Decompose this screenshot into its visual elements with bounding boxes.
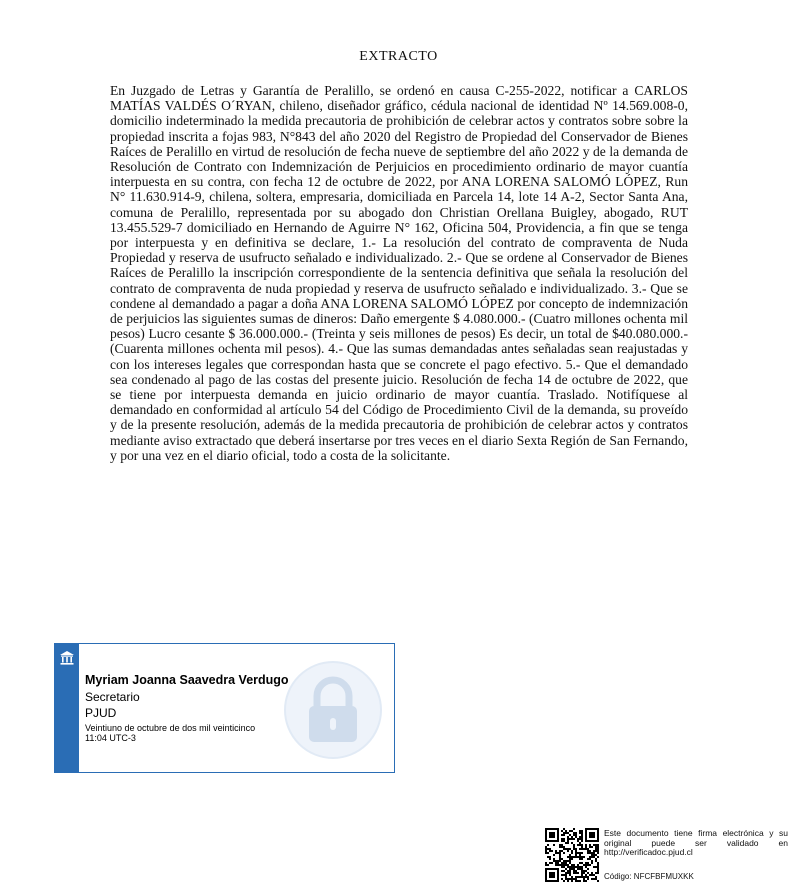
document-body: En Juzgado de Letras y Garantía de Peralillo, se ordenó en causa C-255-2022, notificar a CARLOS MATÍAS VALDÉS O´RYAN, chileno, diseñador gráfico, cédula nacional de identidad Nº 14.569.008-0, domicilio indeterminado la medida precautoria de prohibición de celebrar actos y contratos sobre sobre la propiedad inscrita a fojas 983, N°843 del año 2020 del Registro de Propiedad del Conservador de Bienes Raíces de Peralillo en virtud de resolución de fecha nueve de septiembre del año 2022 y de la demanda de Resolución de Contrato con Indemnización de Perjuicios en procedimiento ordinario de mayor cuantía interpuesta en su contra, con fecha 12 de octubre de 2022, por ANA LORENA SALOMÓ LÓPEZ, Run N° 11.630.914-9, chilena, soltera, empresaria, domiciliada en Parcela 14, lote 14 A-2, Sector Santa Ana, comuna de Peralillo, representada por su abogado don Christian Orellana Buigley, abogado, RUT 13.455.529-7 domiciliado en Hernando de Aguirre N° 162, Oficina 504, Providencia, a fin que se tenga por interpuesta y en definitiva se declare, 1.- La resolución del contrato de compraventa de Nuda Propiedad y reserva de usufructo señalado e individualizado. 2.- Que se ordene al Conservador de Bienes Raíces de Peralillo la inscripción correspondiente de la sentencia definitiva que señala la resolución del contrato de compraventa de nuda propiedad y reserva de usufructo señalado e individualizado. 3.- Que se condene al demandado a pagar a doña ANA LORENA SALOMÓ LÓPEZ por concepto de indemnización de perjuicios las siguientes sumas de dineros: Daño emergente $ 4.080.000.- (Cuatro millones ochenta mil pesos) Lucro cesante $ 36.000.000.- (Treinta y seis millones de pesos) Es decir, un total de $40.080.000.- (Cuarenta millones ochenta mil pesos). 4.- Que las sumas demandadas antes señaladas sean reajustadas y con los intereses legales que correspondan hasta que se concrete el pago efectivo. 5.- Que el demandado sea condenado al pago de las costas del presente juicio. Resolución de fecha 14 de octubre de 2022, que se tiene por interpuesta demanda en juicio ordinario de mayor cuantía. Traslado. Notifíquese al demandado en conformidad al artículo 54 del Código de Procedimiento Civil de la demanda, su proveído y de la presente resolución, además de la medida precautoria de prohibición de celebrar actos y contratos mediante aviso extractado que deberá insertarse por tres veces en el diario Sexta Región de San Fernando, y por una vez en el diario oficial, todo a costa de la solicitante. [110,83,688,463]
verification-code: Código: NFCFBFMUXKK [604,872,694,881]
courthouse-icon [59,650,75,666]
document-title: EXTRACTO [359,49,438,64]
signature-time: 11:04 UTC-3 [85,733,136,743]
qr-code-icon[interactable] [545,828,599,882]
signature-date-text: Veintiuno de octubre de dos mil veinticinco [85,723,256,733]
signature-details [85,673,289,743]
signer-name: Myriam Joanna Saavedra Verdugo [85,673,289,687]
signature-sidebar [55,644,79,772]
signer-org: PJUD [85,706,117,720]
padlock-icon [283,660,383,760]
signer-role: Secretario [85,690,140,704]
verification-text: Este documento tiene firma electrónica y su original puede ser validado en http://verificadoc.pjud.cl [604,828,788,857]
signature-date [85,723,289,743]
signature-box [54,643,395,773]
